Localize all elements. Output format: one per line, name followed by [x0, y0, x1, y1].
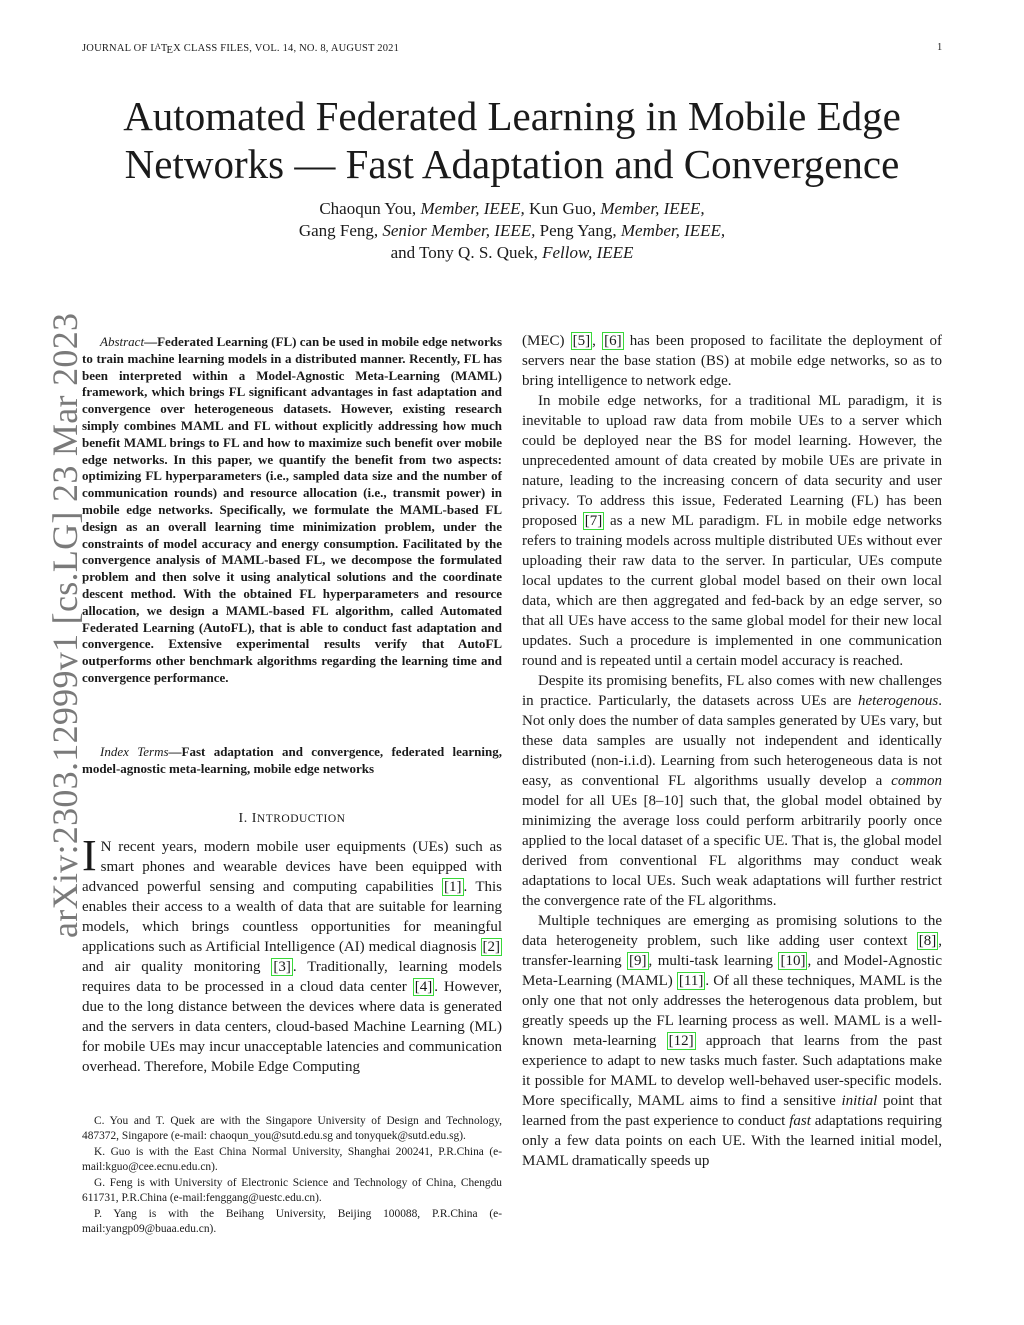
index-terms	[82, 744, 502, 778]
author-role: Member, IEEE,	[420, 199, 525, 218]
abstract-text: —Federated Learning (FL) can be used in mobile edge networks to train machine learning models in a distributed manner. Recently, FL has been interpreted within a Model-Agnostic Meta-Learning (MAML) framework, which brings FL significant advantages in fast adaptation and convergence over heterogeneous datasets. However, existing research simply combines MAML and FL without explicitly addressing how much benefit MAML brings to FL and how to maximize such benefit over mobile edge networks. In this paper, we quantify the benefit from two aspects: optimizing FL hyperparameters (i.e., sampled data size and the number of communication rounds) and resource allocation (i.e., transmit power) in mobile edge networks. Specifically, we formulate the MAML-based FL design as an overall learning time minimization problem, under the constraints of model accuracy and energy consumption. Facilitated by the convergence analysis of MAML-based FL, we decompose the formulated problem and then solve it using analytical solutions and the coordinate descent method. With the obtained FL hyperparameters and resource allocation, we design a MAML-based FL algorithm, called Automated Federated Learning (AutoFL), that is able to conduct fast adaptation and convergence. Extensive experimental results verify that AutoFL outperforms other benchmark algorithms regarding the learning time and convergence performance.	[82, 334, 502, 685]
author-name: Gang Feng,	[298, 221, 379, 240]
intro-paragraph: I N recent years, modern mobile user equipments (UEs) such as smart phones and wearable devices have been equipped with advanced powerful sensing and computing capabilities [1] . This enables their access to a wealth of data that are suitable for learning models, which brings countless opportunities for meaningful applications such as Artificial Intelligence (AI) medical diagnosis [2] and air quality monitoring [3] . Traditionally, learning models requires data to be processed in a cloud data center [4] . However, due to the long distance between the devices where data is generated and the servers in data centers, cloud-based Machine Learning (ML) for mobile UEs may incur unacceptable latencies and communication overhead. Therefore, Mobile Edge Computing	[82, 831, 503, 1075]
paragraph: (MEC) [5] , [6] has been proposed to facilitate the deployment of servers near the base station (BS) at mobile edge networks, so as to bring intelligence to network edge.	[522, 333, 943, 389]
footnote: P. Yang is with the Beihang University, Beijing 100088, P.R.China (e-mail:yangp09@buaa.edu.cn).	[82, 1208, 502, 1235]
footnote: K. Guo is with the East China Normal University, Shanghai 200241, P.R.China (e-mail:kguo@cee.ecnu.edu.cn).	[82, 1146, 502, 1173]
abstract	[82, 334, 502, 687]
citation-link[interactable]: [8]	[918, 933, 937, 949]
running-header: JOURNAL OF LATEX CLASS FILES, VOL. 14, NO. 8, AUGUST 2021	[82, 42, 400, 56]
author-role: Fellow, IEEE	[542, 243, 634, 262]
author-name: Kun Guo,	[529, 199, 597, 218]
arxiv-stamp: arXiv:2303.12999v1 [cs.LG] 23 Mar 2023	[45, 312, 85, 938]
title-line-2: Networks — Fast Adaptation and Convergence	[124, 141, 900, 187]
citation-link[interactable]: [12]	[668, 1033, 694, 1049]
author-name: Peng Yang,	[539, 221, 617, 240]
abstract-lead: Abstract	[100, 334, 145, 349]
citation-link[interactable]: [4]	[414, 979, 433, 995]
title-line-1: Automated Federated Learning in Mobile Edge	[123, 93, 901, 139]
author-list	[150, 198, 874, 264]
paragraph: Multiple techniques are emerging as promising solutions to the data heterogeneity problem, such like adding user context [8] , transfer-learning [9] , multi-task learning [10] , and Model-Agnostic Meta-Learning (MAML) [11] . Of all these techniques, MAML is the only one that not only addresses the heterogenous data problem, but greatly speeds up the FL learning process as well. MAML is a well-known meta-learning [12] approach that learns from the past experience to adapt to new tasks much faster. Such adaptations make it possible for MAML to develop well-behaved user-specific models. More specifically, MAML aims to find a sensitive initial point that learned from the past experience to conduct fast adaptations requiring only a few data points on each UE. With the learned initial model, MAML dramatically speeds up	[522, 913, 943, 1169]
paper-title	[60, 92, 964, 188]
citation-link[interactable]: [1]	[444, 879, 462, 895]
citation-link[interactable]: [11]	[678, 973, 704, 989]
right-column-body	[522, 331, 942, 1171]
citation-link[interactable]: [10]	[780, 953, 806, 969]
page-number: 1	[937, 42, 943, 53]
footnotes	[82, 1114, 502, 1238]
index-terms-text: —Fast adaptation and convergence, federated learning, model-agnostic meta-learning, mobile edge networks	[82, 744, 502, 776]
author-role: Member, IEEE,	[600, 199, 705, 218]
drop-cap: I	[82, 831, 97, 880]
author-name: Chaoqun You,	[319, 199, 417, 218]
section-heading-introduction: I. INTRODUCTION	[238, 811, 346, 826]
paragraph: In mobile edge networks, for a traditional ML paradigm, it is inevitable to upload raw data from mobile UEs to a server which could be deployed near the BS for model learning. However, the unprecedented amount of data created by mobile UEs are private in nature, leading to the increasing concern of data security and user privacy. To address this issue, Federated Learning (FL) has been proposed [7] as a new ML paradigm. FL in mobile edge networks refers to training models across multiple distributed UEs without ever uploading their raw data to the server. In particular, UEs compute local updates to the current global model based on their own local data, which are then aggregated and fed-back by an edge server, so that all UEs have access to the same global model for their new local updates. Such a procedure is implemented in one communication round and is repeated until a certain model accuracy is reached.	[522, 393, 942, 669]
paragraph: Despite its promising benefits, FL also comes with new challenges in practice. Particularly, the datasets across UEs are heterogenous. Not only does the number of data samples generated by UEs vary, but these data samples are usually not independent and identically distributed (non-i.i.d). Learning from such heterogeneous data is not easy, as conventional FL algorithms usually develop a common model for all UEs [8–10] such that, the global model obtained by minimizing the average loss could perform arbitrarily poorly once applied to the local dataset of a specific UE. That is, the global model derived from conventional FL algorithms may conduct weak adaptations to local UEs. Such weak adaptations will further restrict the convergence rate of the FL algorithms.	[522, 673, 942, 909]
citation-link[interactable]: [5]	[572, 333, 591, 349]
author-role: Member, IEEE,	[620, 221, 726, 240]
author-role: Senior Member, IEEE,	[382, 221, 536, 240]
citation-link[interactable]: [2]	[482, 939, 500, 955]
citation-link[interactable]: [9]	[629, 953, 647, 969]
author-name: and Tony Q. S. Quek,	[390, 243, 538, 262]
index-terms-lead: Index Terms	[100, 744, 169, 759]
citation-link[interactable]: [3]	[273, 959, 291, 975]
citation-link[interactable]: [7]	[584, 513, 603, 529]
footnote: G. Feng is with University of Electronic Science and Technology of China, Chengdu 611731, P.R.China (e-mail:fenggang@uestc.edu.cn).	[82, 1177, 502, 1204]
citation-link[interactable]: [6]	[604, 333, 622, 349]
footnote: C. You and T. Quek are with the Singapore University of Design and Technology, 487372, Singapore (e-mail: chaoqun_you@sutd.edu.sg and tonyquek@sutd.edu.sg).	[82, 1115, 502, 1142]
